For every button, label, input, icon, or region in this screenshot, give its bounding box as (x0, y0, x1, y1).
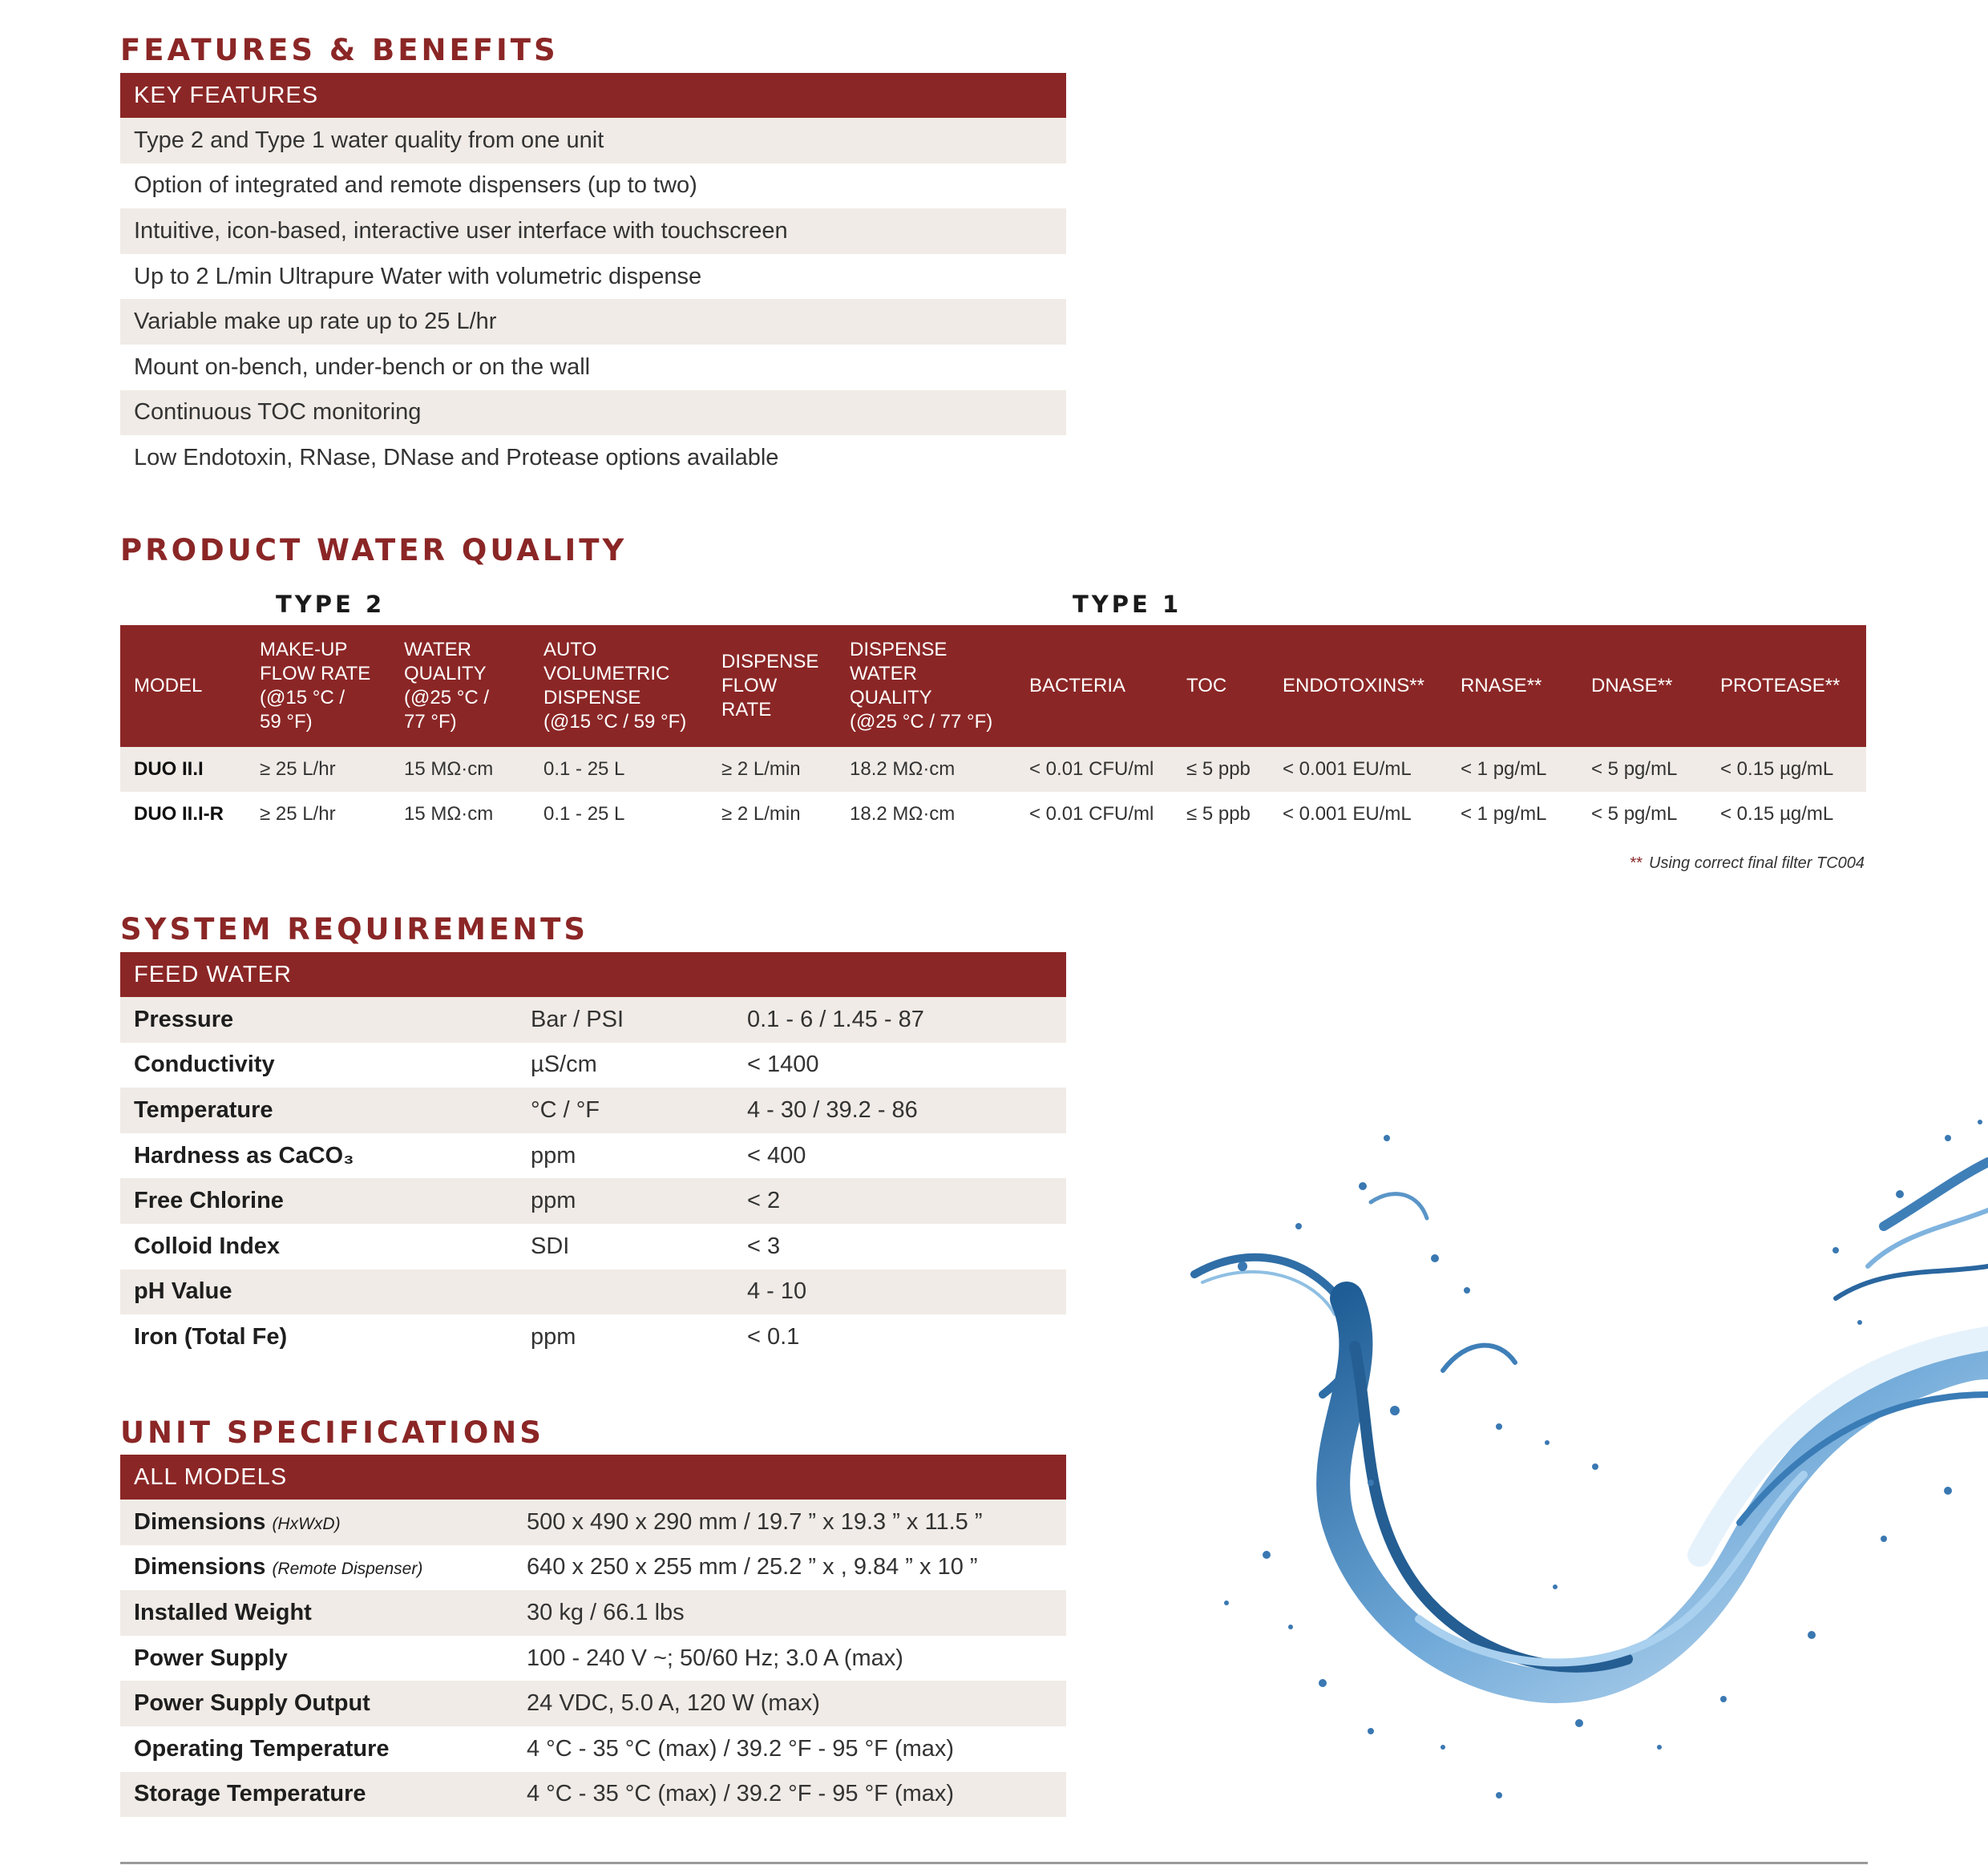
value-cell: 15 MΩ·cm (390, 747, 530, 792)
wq-header-1: MAKE-UP FLOW RATE (@15 °C / 59 °F) (246, 625, 390, 747)
value-cell: 4 - 10 (733, 1270, 1066, 1315)
value-cell: ≤ 5 ppb (1186, 803, 1251, 825)
water-splash-image (1178, 1106, 1988, 1827)
spec-note: (HxWxD) (272, 1514, 341, 1533)
requirement-label: Free Chlorine (120, 1178, 517, 1224)
value-cell: 30 kg / 66.1 lbs (513, 1590, 1066, 1636)
key-features-table (120, 73, 1066, 481)
key-features-header: KEY FEATURES (120, 73, 1066, 118)
value-cell: ≥ 2 L/min (708, 747, 836, 792)
wq-header-9: RNASE** (1447, 625, 1578, 747)
spec-label: Power Supply (134, 1645, 288, 1671)
spec-label: Storage Temperature (120, 1772, 513, 1818)
value-cell: 4 °C - 35 °C (max) / 39.2 °F - 95 °F (max) (527, 1735, 955, 1762)
type2-label: TYPE 2 (276, 591, 386, 618)
requirement-label: Conductivity (134, 1052, 275, 1078)
value-cell: 4 °C - 35 °C (max) / 39.2 °F - 95 °F (max) (513, 1772, 1066, 1818)
table-row (120, 1681, 1066, 1726)
unit-cell: SDI (531, 1233, 570, 1259)
feature-row: Up to 2 L/min Ultrapure Water with volumetric dispense (134, 263, 702, 289)
table-row (120, 997, 1066, 1043)
water-quality-title: PRODUCT WATER QUALITY (120, 533, 628, 567)
value-cell: < 400 (747, 1142, 806, 1169)
unit-cell: ppm (517, 1178, 733, 1224)
spec-label: Dimensions (HxWxD) (120, 1500, 513, 1545)
value-cell: 15 MΩ·cm (404, 803, 494, 825)
system-requirements-title: SYSTEM REQUIREMENTS (120, 912, 589, 947)
value-cell: 18.2 MΩ·cm (836, 747, 1016, 792)
wq-header-11: PROTEASE** (1707, 625, 1866, 747)
wq-header-4: DISPENSE FLOW RATE (708, 625, 836, 747)
bottom-divider (120, 1862, 1868, 1864)
table-row (120, 792, 1866, 837)
feature-row: Continuous TOC monitoring (120, 390, 1066, 436)
value-cell: 100 - 240 V ~; 50/60 Hz; 3.0 A (max) (527, 1645, 903, 1671)
feature-row: Type 2 and Type 1 water quality from one unit (120, 118, 1066, 163)
feed-water-header: FEED WATER (120, 952, 1066, 997)
unit-specifications-title: UNIT SPECIFICATIONS (120, 1415, 544, 1450)
table-row (120, 1224, 1066, 1270)
value-cell: < 0.15 µg/mL (1720, 803, 1834, 825)
value-cell: 0.1 - 25 L (530, 747, 708, 792)
value-cell: < 2 (733, 1178, 1066, 1224)
spec-note: (Remote Dispenser) (272, 1560, 423, 1579)
table-row (120, 1636, 1066, 1681)
table-row (120, 1043, 1066, 1088)
feature-row: Low Endotoxin, RNase, DNase and Protease options available (134, 444, 779, 470)
requirement-label: Colloid Index (134, 1233, 281, 1259)
value-cell: ≥ 25 L/hr (260, 803, 336, 825)
unit-cell: ppm (531, 1142, 576, 1169)
table-row (120, 1500, 1066, 1545)
value-cell: < 1 pg/mL (1447, 747, 1578, 792)
table-row (120, 1545, 1066, 1591)
wq-header-5: DISPENSE WATER QUALITY (@25 °C / 77 °F) (836, 625, 1016, 747)
table-row (120, 1314, 1066, 1360)
value-cell: < 3 (747, 1233, 781, 1259)
table-row (120, 1088, 1066, 1133)
spec-label: Operating Temperature (134, 1735, 390, 1762)
value-cell: 0.1 - 6 / 1.45 - 87 (733, 997, 1066, 1043)
spec-label: Installed Weight (120, 1590, 513, 1636)
value-cell: < 5 pg/mL (1578, 747, 1707, 792)
unit-specifications-table (120, 1455, 1066, 1817)
value-cell: < 0.001 EU/mL (1269, 747, 1447, 792)
value-cell: < 0.1 (747, 1323, 800, 1350)
wq-header-7: TOC (1173, 625, 1269, 747)
wq-header-3: AUTO VOLUMETRIC DISPENSE (@15 °C / 59 °F) (530, 625, 708, 747)
table-row (120, 747, 1866, 792)
value-cell: < 0.001 EU/mL (1283, 803, 1412, 825)
all-models-header: ALL MODELS (120, 1455, 1066, 1500)
value-cell: 4 - 30 / 39.2 - 86 (733, 1088, 1066, 1133)
value-cell: < 1 pg/mL (1461, 803, 1547, 825)
features-title: FEATURES & BENEFITS (120, 33, 559, 67)
feature-row: Intuitive, icon-based, interactive user interface with touchscreen (120, 208, 1066, 254)
water-quality-header-row (120, 625, 1866, 747)
feature-row: Option of integrated and remote dispensers (up to two) (134, 172, 697, 199)
table-row (120, 1133, 1066, 1179)
type1-label: TYPE 1 (1073, 591, 1182, 618)
wq-header-8: ENDOTOXINS** (1269, 625, 1447, 747)
value-cell: 18.2 MΩ·cm (850, 803, 956, 825)
wq-header-10: DNASE** (1578, 625, 1707, 747)
table-row (120, 1270, 1066, 1315)
unit-cell: ppm (531, 1323, 576, 1350)
wq-header-6: BACTERIA (1016, 625, 1173, 747)
requirement-label: Iron (Total Fe) (134, 1323, 288, 1350)
value-cell: < 0.15 µg/mL (1707, 747, 1866, 792)
table-row (120, 1772, 1066, 1818)
model-cell: DUO II.I-R (134, 803, 224, 825)
value-cell: < 0.01 CFU/ml (1016, 747, 1173, 792)
value-cell: 640 x 250 x 255 mm / 25.2 ” x , 9.84 ” x 10 ” (527, 1554, 978, 1580)
wq-header-0: MODEL (120, 625, 246, 747)
water-quality-table (120, 625, 1866, 837)
value-cell: < 0.01 CFU/ml (1029, 803, 1154, 825)
value-cell: < 1400 (747, 1052, 819, 1078)
model-cell: DUO II.I (120, 747, 246, 792)
value-cell: ≥ 25 L/hr (246, 747, 390, 792)
footnote: ** Using correct final filter TC004 (1630, 854, 1865, 872)
value-cell: 500 x 490 x 290 mm / 19.7 ” x 19.3 ” x 11.5 ” (513, 1500, 1066, 1545)
value-cell: 0.1 - 25 L (543, 803, 625, 825)
requirement-label: Pressure (120, 997, 517, 1043)
value-cell: ≤ 5 ppb (1173, 747, 1269, 792)
table-row (120, 1590, 1066, 1636)
requirement-label: Temperature (120, 1088, 517, 1133)
unit-cell: µS/cm (531, 1052, 597, 1078)
requirement-label: Hardness as CaCO₃ (134, 1142, 354, 1169)
value-cell: 24 VDC, 5.0 A, 120 W (max) (513, 1681, 1066, 1726)
value-cell: ≥ 2 L/min (721, 803, 801, 825)
feature-row: Variable make up rate up to 25 L/hr (120, 299, 1066, 345)
requirement-label: pH Value (120, 1270, 517, 1315)
table-row (120, 1178, 1066, 1224)
unit-cell: Bar / PSI (517, 997, 733, 1043)
unit-cell: °C / °F (517, 1088, 733, 1133)
feed-water-table (120, 952, 1066, 1360)
feature-row: Mount on-bench, under-bench or on the wall (134, 353, 591, 380)
spec-label: Power Supply Output (120, 1681, 513, 1726)
table-row (120, 1726, 1066, 1772)
value-cell: < 5 pg/mL (1591, 803, 1678, 825)
spec-label: Dimensions (Remote Dispenser) (134, 1554, 423, 1580)
wq-header-2: WATER QUALITY (@25 °C / 77 °F) (390, 625, 530, 747)
unit-cell (517, 1270, 733, 1315)
